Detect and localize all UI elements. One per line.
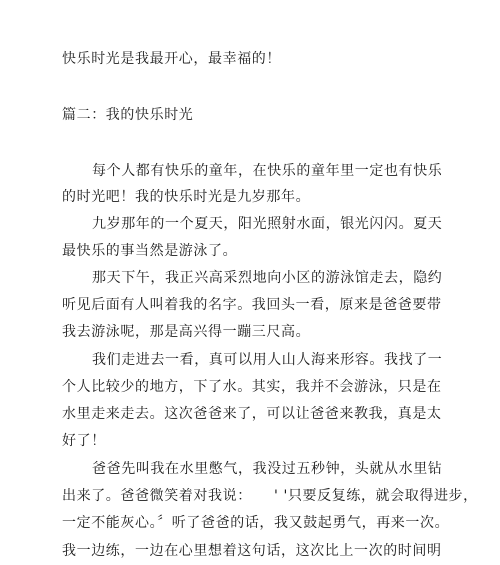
paragraph-line: 一定不能灰心。〞听了爸爸的话，我又鼓起勇气，再来一次。: [62, 515, 450, 531]
paragraph-line: 九岁那年的一个夏天，阳光照射水面，银光闪闪。夏天: [92, 216, 443, 232]
section-heading: 篇二：我的快乐时光: [62, 107, 194, 123]
paragraph-line: 好了！: [62, 433, 106, 449]
paragraph-line: 每个人都有快乐的童年，在快乐的童年里一定也有快乐: [92, 163, 443, 179]
paragraph-line: 爸爸先叫我在水里憋气，我没过五秒钟，头就从水里钻: [92, 461, 443, 477]
paragraph-line: 出来了。爸爸微笑着对我说： ' '只要反复练，就会取得进步，: [62, 488, 478, 504]
intro-closing-line: 快乐时光是我最开心，最幸福的！: [62, 51, 281, 67]
paragraph-line: 水里走来走去。这次爸爸来了，可以让爸爸来教我，真是太: [62, 406, 442, 422]
paragraph-line: 最快乐的事当然是游泳了。: [62, 243, 238, 259]
paragraph-line: 个人比较少的地方，下了水。其实，我并不会游泳，只是在: [62, 379, 442, 395]
paragraph-line: 我去游泳呢，那是高兴得一蹦三尺高。: [62, 324, 311, 340]
paragraph-line: 那天下午，我正兴高采烈地向小区的游泳馆走去，隐约: [92, 270, 443, 286]
paragraph-line: 我们走进去一看，真可以用人山人海来形容。我找了一: [92, 352, 443, 368]
paragraph-line: 我一边练，一边在心里想着这句话，这次比上一次的时间明: [62, 543, 442, 559]
paragraph-line: 听见后面有人叫着我的名字。我回头一看，原来是爸爸要带: [62, 297, 442, 313]
paragraph-line: 的时光吧！我的快乐时光是九岁那年。: [62, 189, 311, 205]
